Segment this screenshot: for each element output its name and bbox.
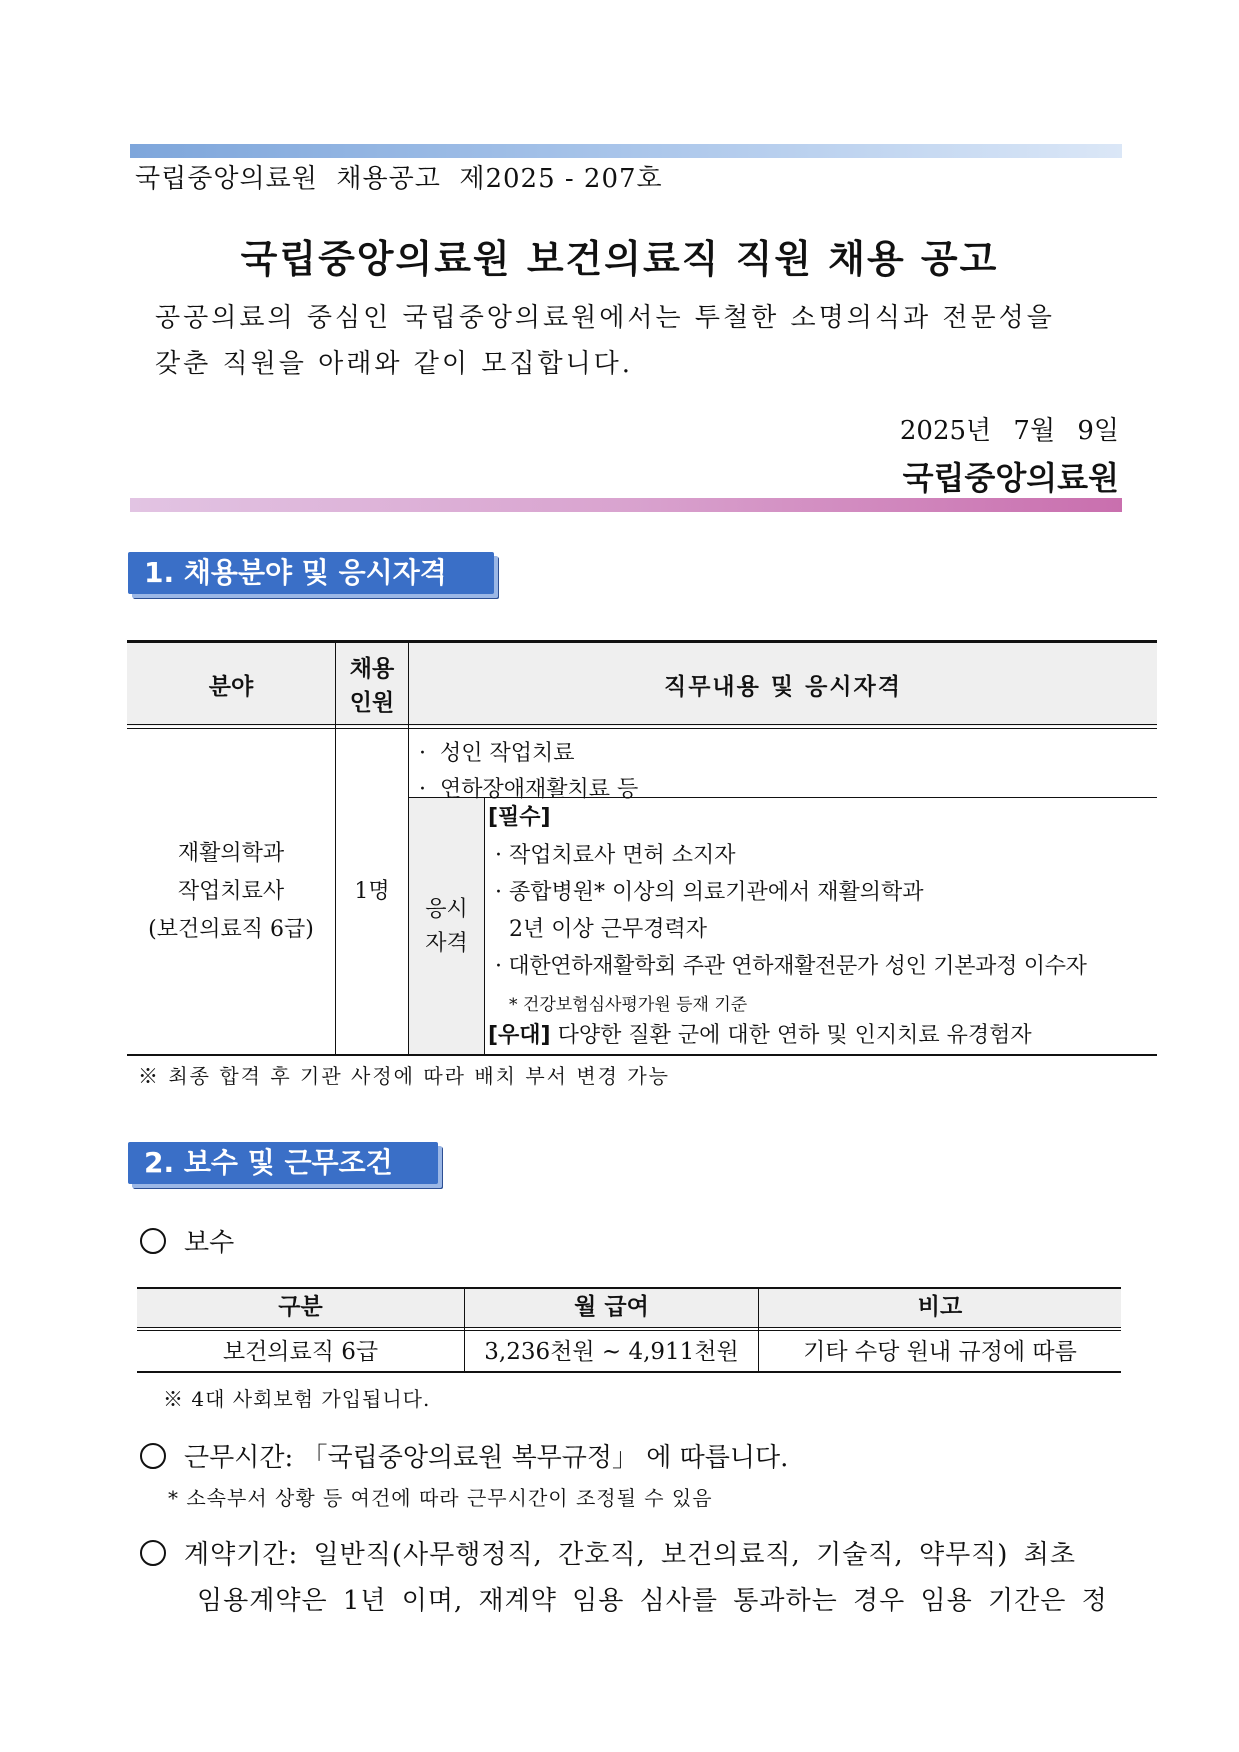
- required-item: 2년 이상 근무경력자: [495, 917, 707, 942]
- col-divider-2: [408, 640, 409, 1056]
- field-line-3: (보건의료직 6급): [148, 917, 314, 942]
- pay-label: 보수: [184, 1228, 235, 1258]
- header-duties: 직무내용 및 응시자격: [664, 674, 902, 700]
- circle-bullet-icon: [140, 1443, 166, 1469]
- circle-bullet-icon: [140, 1540, 166, 1566]
- notice-number: 국립중앙의료원 채용공고 제2025 - 207호: [135, 164, 663, 194]
- preferred-tag: [우대]: [488, 1023, 551, 1048]
- header-count-line2: 인원: [349, 690, 395, 716]
- section-2-heading: 2. 보수 및 근무조건: [128, 1142, 438, 1184]
- work-hours-row: [140, 1437, 788, 1474]
- salary-cell-grade: 보건의료직 6급: [222, 1339, 379, 1365]
- page-title: 국립중앙의료원 보건의료직 직원 채용 공고: [240, 237, 999, 281]
- salary-header-monthly: 월 급여: [574, 1294, 649, 1320]
- qual-col-divider: [484, 798, 485, 1056]
- circle-bullet-icon: [140, 1228, 166, 1254]
- salary-header-grade: 구분: [278, 1294, 323, 1320]
- header-divider: [127, 724, 1157, 725]
- bottom-decorative-bar: [130, 498, 1122, 512]
- header-field: 분야: [208, 674, 254, 700]
- contract-row: [140, 1534, 1076, 1571]
- recruitment-table: [127, 640, 1157, 1056]
- required-item: · 작업치료사 면허 소지자: [495, 843, 736, 868]
- placement-note: ※ 최종 합격 후 기관 사정에 따라 배치 부서 변경 가능: [138, 1064, 670, 1088]
- header-divider-double: [127, 728, 1157, 729]
- intro-line-2: 갖춘 직원을 아래와 같이 모집합니다.: [155, 349, 634, 379]
- field-line-1: 재활의학과: [177, 841, 285, 866]
- work-hours-text: 근무시간: 「국립중앙의료원 복무규정」 에 따릅니다.: [184, 1443, 789, 1473]
- table-bottom-border: [127, 1054, 1157, 1056]
- salary-cell-remarks: 기타 수당 원내 규정에 따름: [803, 1339, 1077, 1365]
- notice-date: 2025년 7월 9일: [899, 416, 1119, 446]
- preferred-text: 다양한 질환 군에 대한 연하 및 인지치료 유경험자: [550, 1023, 1032, 1048]
- required-footnote: * 건강보험심사평가원 등재 기준: [509, 995, 748, 1015]
- salary-header-remarks: 비고: [917, 1294, 963, 1320]
- work-hours-note: * 소속부서 상황 등 여건에 따라 근무시간이 조정될 수 있음: [168, 1486, 713, 1510]
- top-decorative-bar: [130, 144, 1122, 158]
- duty-item: · 성인 작업치료: [419, 741, 575, 766]
- preferred-row: [488, 1018, 1032, 1049]
- recruit-count: 1명: [354, 879, 390, 904]
- contract-line-1: 계약기간: 일반직(사무행정직, 간호직, 보건의료직, 기술직, 약무직) 최초: [184, 1540, 1076, 1570]
- qual-label-line-1: 응시: [425, 897, 468, 922]
- intro-line-1: 공공의료의 중심인 국립중앙의료원에서는 투철한 소명의식과 전문성을: [155, 303, 1055, 333]
- section-1-heading: 1. 채용분야 및 응시자격: [128, 552, 494, 594]
- table-top-border: [127, 640, 1157, 643]
- insurance-note: ※ 4대 사회보험 가입됩니다.: [163, 1387, 431, 1411]
- required-item: · 종합병원* 이상의 의료기관에서 재활의학과: [495, 880, 924, 905]
- field-line-2: 작업치료사: [177, 879, 285, 904]
- pay-label-row: [140, 1222, 234, 1259]
- header-count-line1: 채용: [349, 656, 395, 682]
- contract-line-2: 임용계약은 1년 이며, 재계약 임용 심사를 통과하는 경우 임용 기간은 정: [197, 1586, 1108, 1616]
- salary-table: [137, 1287, 1121, 1373]
- qual-label-line-2: 자격: [425, 931, 468, 956]
- salary-cell-monthly: 3,236천원 ~ 4,911천원: [484, 1339, 739, 1365]
- salary-header-divider: [137, 1327, 1121, 1328]
- required-item: · 대한연하재활학회 주관 연하재활전문가 성인 기본과정 이수자: [495, 954, 1087, 979]
- duty-item: · 연하장애재활치료 등: [419, 777, 639, 802]
- required-tag: [필수]: [488, 805, 551, 830]
- organization-name: 국립중앙의료원: [902, 459, 1119, 497]
